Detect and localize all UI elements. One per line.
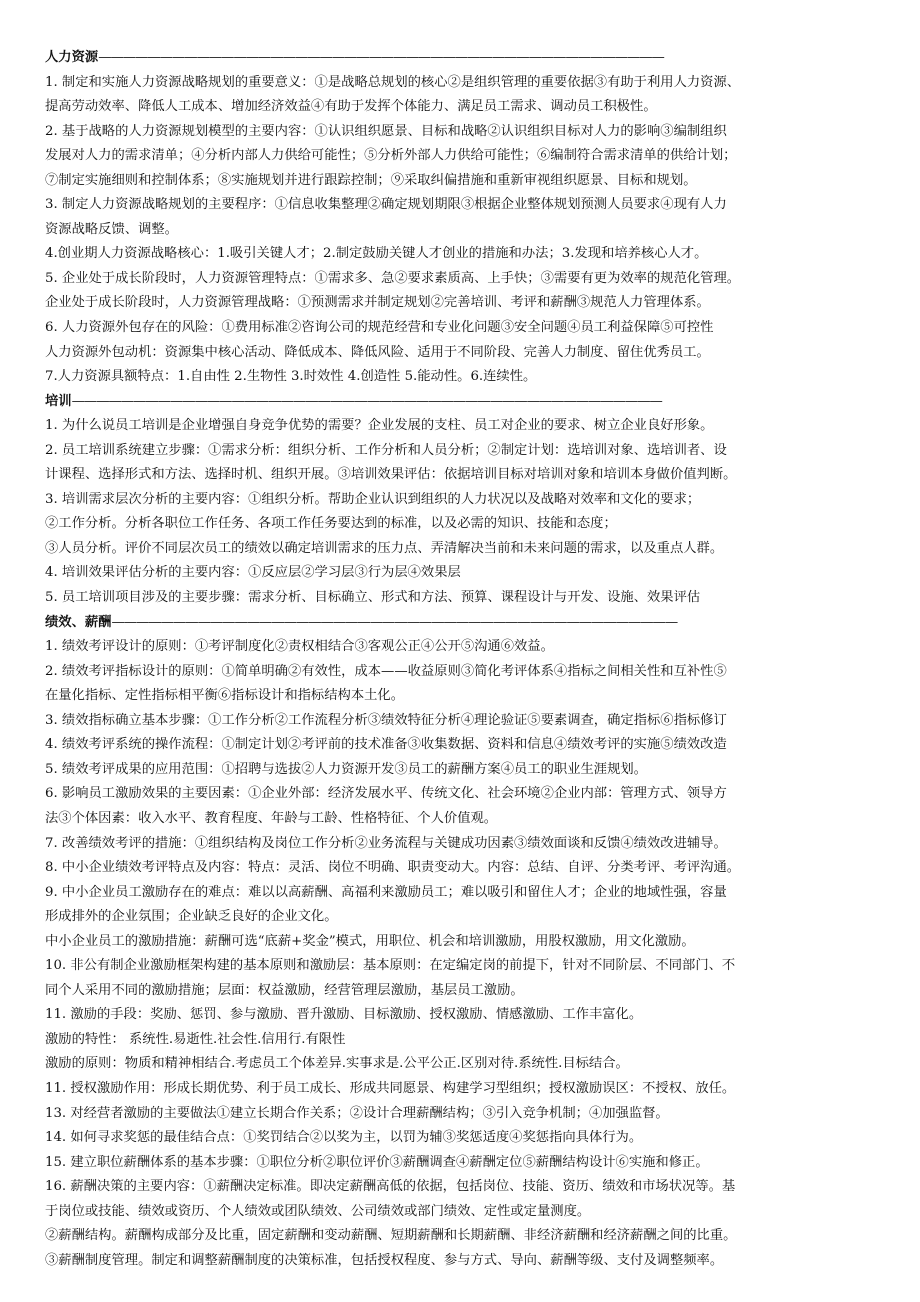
text-line: 7. 改善绩效考评的措施：①组织结构及岗位工作分析②业务流程与关键成功因素③绩效面谈和反馈④绩效改进辅导。 [45, 835, 727, 851]
text-line: 2. 绩效考评指标设计的原则：①简单明确②有效性，成本——收益原则③简化考评体系④指标之间相关性和互补性⑤ [45, 663, 727, 679]
text-line: 4. 培训效果评估分析的主要内容：①反应层②学习层③行为层④效果层 [45, 565, 461, 581]
text-line: 14. 如何寻求奖惩的最佳结合点：①奖罚结合②以奖为主，以罚为辅③奖惩适度④奖惩指向具体行为。 [45, 1130, 643, 1146]
text-line: 3. 绩效指标确立基本步骤：①工作分析②工作流程分析③绩效特征分析④理论验证⑤要素调查，确定指标⑥指标修订 [45, 712, 727, 728]
text-line: 人力资源外包动机：资源集中核心活动、降低成本、降低风险、适用于不同阶段、完善人力制度、留住优秀员工。 [45, 344, 710, 360]
text-line: 资源战略反馈、调整。 [45, 221, 178, 237]
section-title: 培训 [45, 393, 72, 409]
text-line: 15. 建立职位薪酬体系的基本步骤：①职位分析②职位评价③薪酬调查④薪酬定位⑤薪酬结构设计⑥实施和修正。 [45, 1154, 709, 1170]
text-line: 4.创业期人力资源战略核心：1.吸引关键人才；2.制定鼓励关键人才创业的措施和办法；3.发现和培养核心人才。 [45, 246, 708, 262]
text-line: 6. 影响员工激励效果的主要因素：①企业外部：经济发展水平、传统文化、社会环境②企业内部：管理方式、领导方 [45, 786, 727, 802]
text-line: 13. 对经营者激励的主要做法①建立长期合作关系；②设计合理薪酬结构；③引入竞争机制；④加强监督。 [45, 1105, 669, 1121]
text-line: 11. 激励的手段：奖励、惩罚、参与激励、晋升激励、目标激励、授权激励、情感激励、工作丰富化。 [45, 1007, 643, 1023]
text-line: 1. 绩效考评设计的原则：①考评制度化②责权相结合③客观公正④公开⑤沟通⑥效益。 [45, 639, 554, 655]
text-line: 11. 授权激励作用：形成长期优势、利于员工成长、形成共同愿景、构建学习型组织；授权激励误区：不授权、放任。 [45, 1080, 736, 1096]
text-line: 在量化指标、定性指标相平衡⑥指标设计和指标结构本土化。 [45, 688, 405, 704]
section-heading [45, 390, 885, 415]
text-line: 3. 培训需求层次分析的主要内容：①组织分析。帮助企业认识到组织的人力状况以及战略对效率和文化的要求； [45, 491, 701, 507]
text-line: ②薪酬结构。薪酬构成部分及比重，固定薪酬和变动薪酬、短期薪酬和长期薪酬、非经济薪酬和经济薪酬之间的比重。 [45, 1228, 737, 1244]
text-line: 5. 企业处于成长阶段时，人力资源管理特点：①需求多、急②要求素质高、上手快；③需要有更为效率的规范化管理。 [45, 270, 741, 286]
text-line: 企业处于成长阶段时，人力资源管理战略：①预测需求并制定规划②完善培训、考评和薪酬③规范人力管理体系。 [45, 295, 710, 311]
text-line: 2. 基于战略的人力资源规划模型的主要内容：①认识组织愿景、目标和战略②认识组织目标对人力的影响③编制组织 [45, 123, 727, 139]
text-line: 5. 员工培训项目涉及的主要步骤：需求分析、目标确立、形式和方法、预算、课程设计与开发、设施、效果评估 [45, 590, 701, 606]
text-line: 1. 为什么说员工培训是企业增强自身竞争优势的需要？企业发展的支柱、员工对企业的要求、树立企业良好形象。 [45, 418, 714, 434]
text-line: 7.人力资源具额特点：1.自由性 2.生物性 3.时效性 4.创造性 5.能动性。6.连续性。 [45, 369, 537, 385]
text-line: 6. 人力资源外包存在的风险：①费用标准②咨询公司的规范经营和专业化问题③安全问题④员工利益保障⑤可控性 [45, 320, 714, 336]
text-line: 2. 员工培训系统建立步骤：①需求分析：组织分析、工作分析和人员分析；②制定计划：选培训对象、选培训者、设 [45, 442, 727, 458]
section-rule: ———————————————————————————————————————————————— [71, 393, 662, 409]
section-rule: —————————————————————————————————————————————— [111, 614, 678, 630]
text-line: 发展对人力的需求清单；④分析内部人力供给可能性；⑤分析外部人力供给可能性；⑥编制符合需求清单的供给计划； [45, 148, 737, 164]
text-line: 4. 绩效考评系统的操作流程：①制定计划②考评前的技术准备③收集数据、资料和信息④绩效考评的实施⑤绩效改造 [45, 737, 727, 753]
section-title: 绩效、薪酬 [45, 614, 112, 630]
text-line: 于岗位或技能、绩效或资历、个人绩效或团队绩效、公司绩效或部门绩效、定性或定量测度。 [45, 1203, 591, 1219]
section-heading [45, 611, 885, 636]
section-heading [45, 46, 885, 71]
text-line: ③薪酬制度管理。制定和调整薪酬制度的决策标准，包括授权程度、参与方式、导向、薪酬等级、支付及调整频率。 [45, 1252, 724, 1268]
text-line: ②工作分析。分析各职位工作任务、各项工作任务要达到的标准，以及必需的知识、技能和态度； [45, 516, 617, 532]
text-line: 8. 中小企业绩效考评特点及内容：特点：灵活、岗位不明确、职责变动大。内容：总结、自评、分类考评、考评沟通。 [45, 860, 741, 876]
text-line: 同个人采用不同的激励措施；层面：权益激励，经营管理层激励，基层员工激励。 [45, 982, 524, 998]
section-title: 人力资源 [45, 50, 99, 65]
text-line: 10. 非公有制企业激励框架构建的基本原则和激励层：基本原则：在定编定岗的前提下，针对不同阶层、不同部门、不 [45, 958, 736, 974]
text-line: 中小企业员工的激励措施：薪酬可选“底薪+奖金”模式，用职位、机会和培训激励，用股权激励，用文化激励。 [45, 933, 695, 949]
text-line: 提高劳动效率、降低人工成本、增加经济效益④有助于发挥个体能力、满足员工需求、调动员工积极性。 [45, 99, 657, 115]
text-line: 1. 制定和实施人力资源战略规划的重要意义：①是战略总规划的核心②是组织管理的重要依据③有助于利用人力资源、 [45, 74, 741, 90]
text-line: 3. 制定人力资源战略规划的主要程序：①信息收集整理②确定规划期限③根据企业整体规划预测人员要求④现有人力 [45, 197, 727, 213]
text-line: 激励的特性： 系统性.易逝性.社会性.信用行.有限性 [45, 1031, 346, 1047]
text-line: ③人员分析。评价不同层次员工的绩效以确定培训需求的压力点、弄清解决当前和未来问题的需求，以及重点人群。 [45, 540, 724, 556]
text-line: 形成排外的企业氛围；企业缺乏良好的企业文化。 [45, 909, 338, 925]
text-line: ⑦制定实施细则和控制体系；⑧实施规划并进行跟踪控制；⑨采取纠偏措施和重新审视组织愿景、目标和规划。 [45, 172, 697, 188]
text-line: 9. 中小企业员工激励存在的难点：难以以高薪酬、高福利来激励员工；难以吸引和留住人才；企业的地域性强，容量 [45, 884, 727, 900]
text-line: 16. 薪酬决策的主要内容：①薪酬决定标准。即决定薪酬高低的依据，包括岗位、技能、资历、绩效和市场状况等。基 [45, 1179, 736, 1195]
section-rule: —————————————————————————————————————————————— [98, 50, 664, 65]
text-line: 计课程、选择形式和方法、选择时机、组织开展。③培训效果评估：依据培训目标对培训对象和培训本身做价值判断。 [45, 467, 737, 483]
text-line: 激励的原则：物质和精神相结合.考虑员工个体差异.实事求是.公平公正.区别对待.系统性.目标结合。 [45, 1056, 629, 1072]
document-page [45, 46, 885, 1273]
text-line: 5. 绩效考评成果的应用范围：①招聘与选拔②人力资源开发③员工的薪酬方案④员工的职业生涯规划。 [45, 761, 647, 777]
text-line: 法③个体因素：收入水平、教育程度、年龄与工龄、性格特征、个人价值观。 [45, 810, 498, 826]
